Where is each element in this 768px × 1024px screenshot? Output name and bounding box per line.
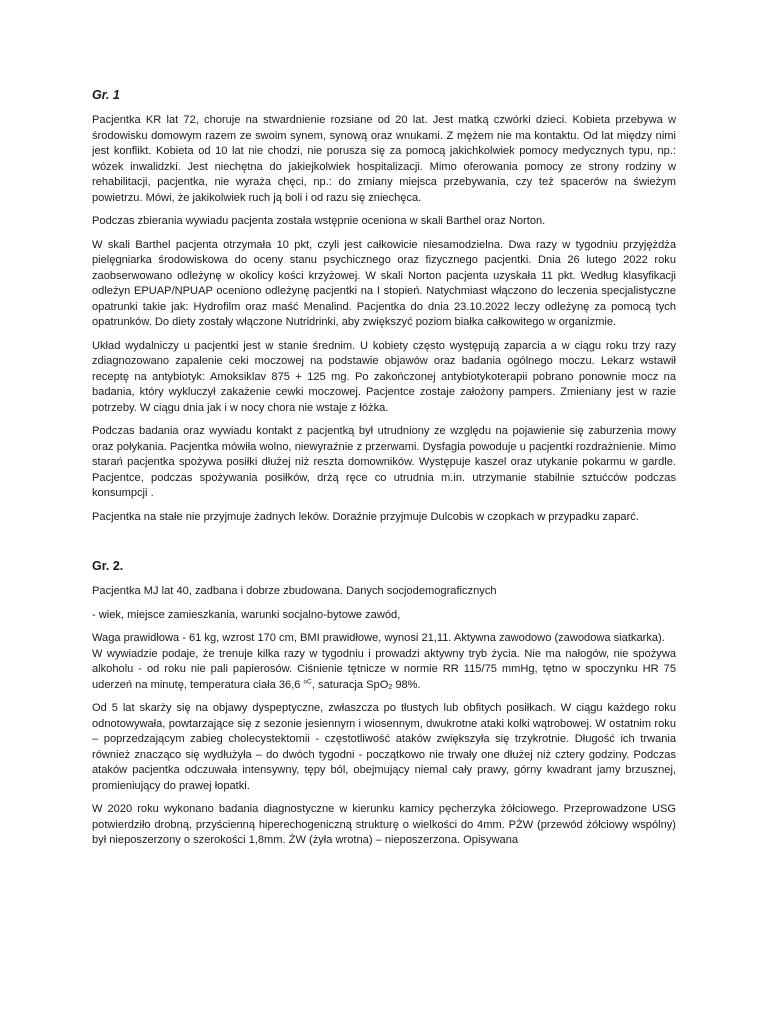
section-1-paragraph-1: Pacjentka KR lat 72, choruje na stwardnienie rozsiane od 20 lat. Jest matką czwórki dzieci. Kobieta przebywa w środowisku domowym razem ze swoim synem, synową oraz wnukami. Z mężem nie ma kontaktu. Od lat między nimi jest konflikt. Kobieta od 10 lat nie chodzi, nie porusza się za pomocą jakichkolwiek pomocy medycznych typu, np.: wózek inwalidzki. Jest niechętna do jakiejkolwiek hospitalizacji. Mimo oferowania pomocy ze strony rodziny w rehabilitacji, pacjentka, nie wyraża chęci, np.: do zmiany miejsca przebywania, czy też spacerów na świeżym powietrzu. Mówi, że jakikolwiek ruch ją boli i od razu się zniechęca. xyxy=(92,114,676,204)
saturation-value: 98%. xyxy=(392,678,421,691)
section-2-intro: Pacjentka MJ lat 40, zadbana i dobrze zbudowana. Danych socjodemograficznych xyxy=(92,585,497,597)
section-2-weight-line: Waga prawidłowa - 61 kg, wzrost 170 cm, BMI prawidłowe, wynosi 21,11. Aktywna zawodowo (zawodowa siatkarka). xyxy=(92,632,665,644)
saturation-label: , saturacja SpO xyxy=(311,678,389,691)
saturation-subscript: 2 xyxy=(388,683,393,691)
section-2-heading: Gr. 2. xyxy=(92,559,124,573)
section-1-paragraph-2: Podczas zbierania wywiadu pacjenta została wstępnie oceniona w skali Barthel oraz Norton. xyxy=(92,215,546,227)
vitals-text: W wywiadzie podaje, że trenuje kilka razy w tygodniu i prowadzi aktywny tryb życia. Nie ma nałogów, nie spożywa alkoholu - od roku nie pali papierosów. Ciśnienie tętnicze w normie RR 115/75 mmHg, tętno w spoczynku HR 75 uderzeń na minutę, temperatura ciała 36,6 xyxy=(92,647,676,691)
section-1-paragraph-3: W skali Barthel pacjenta otrzymała 10 pkt, czyli jest całkowicie niesamodzielna. Dwa razy w tygodniu przyjężdża pielęgniarka środowiskowa do oceny stanu psychicznego oraz fizycznego pacjentki. Dnia 26 lutego 2022 roku zaobserwowano odleżynę w okolicy kości krzyżowej. W skali Norton pacjenta uzyskała 11 pkt. Według klasyfikacji odleżyn EPUAP/NPUAP oceniono odleżynę pacjentki na I stopień. Natychmiast włączono do leczenia specjalistyczne opatrunki takie jak: Hydrofilm oraz maść Menalind. Pacjentka do dnia 23.10.2022 leczy odleżynę za pomocą tych opatrunków. Do diety zostały włączone Nutridrinki, aby zwiększyć poziom białka całkowitego w organizmie. xyxy=(92,238,676,328)
section-1-paragraph-4: Układ wydalniczy u pacjentki jest w stanie średnim. U kobiety często występują zaparcia a w ciągu roku trzy razy zdiagnozowano zapalenie ceki moczowej na podstawie objawów oraz badania ogólnego moczu. Lekarz wstawił receptę na antybiotyk: Amoksiklav 875 + 125 mg. Po zakończonej antybiotykoterapii pobrano ponownie mocz na badania, który wykluczył zakażenie cewki moczowej. Pacjentce zostaje założony pampers. Zmieniany jest w razie potrzeby. W ciągu dnia jak i w nocy chora nie wstaje z łóżka. xyxy=(92,339,676,414)
section-1-paragraph-6: Pacjentka na stałe nie przyjmuje żadnych leków. Doraźnie przyjmuje Dulcobis w czopkach w przypadku zaparć. xyxy=(92,510,639,523)
section-1-heading: Gr. 1 xyxy=(92,88,120,102)
section-1-paragraph-5: Podczas badania oraz wywiadu kontakt z pacjentką był utrudniony ze względu na pojawienie się zaburzenia mowy oraz połykania. Pacjentka mówiła wolno, niewyraźnie z przerwami. Dysfagia powoduje u pacjentki rozdrażnienie. Mimo starań pacjentka spożywa posiłki dłużej niż reszta domowników. Występuje kaszel oraz utykanie pokarmu w gardle. Pacjentce, podczas spożywania posiłków, drżą ręce co utrudnia m.in. utrzymanie stabilnie sztućców podczas konsumpcji . xyxy=(92,425,676,499)
temperature-unit: oC xyxy=(303,677,312,685)
section-2-paragraph-1: Od 5 lat skarży się na objawy dyspeptyczne, zwłaszcza po tłustych lub obfitych posiłkach. W ciągu każdego roku odnotowywała, powtarzające się z sezonie jesiennym i wiosennym, dwukrotne ataki kolki wątrobowej. W ostatnim roku – poprzedzającym zabieg cholecystektomii - częstotliwość ataków zwiększyła się trzykrotnie. Długość ich trwania również znacząco się wydłużyła – do dwóch tygodni - początkowo nie trwały one dłużej niż cztery godziny. Podczas ataków pacjentka odczuwała intensywny, tępy ból, obejmujący niemal cały prawy, górny kwadrant jamy brzusznej, promieniujący do prawej łopatki. xyxy=(92,702,676,792)
section-2-paragraph-2: W 2020 roku wykonano badania diagnostyczne w kierunku kamicy pęcherzyka żółciowego. Przeprowadzone USG potwierdziło drobną, przyścienną hiperechogeniczną strukturę o wielkości do 4mm. PŻW (przewód żółciowy wspólny) był nieposzerzony o szerokości 1,8mm. ŻW (żyła wrotna) – nieposzerzona. Opisywana xyxy=(92,803,676,846)
section-2-list-line: - wiek, miejsce zamieszkania, warunki socjalno-bytowe zawód, xyxy=(92,608,401,621)
section-2-vitals xyxy=(92,647,676,694)
